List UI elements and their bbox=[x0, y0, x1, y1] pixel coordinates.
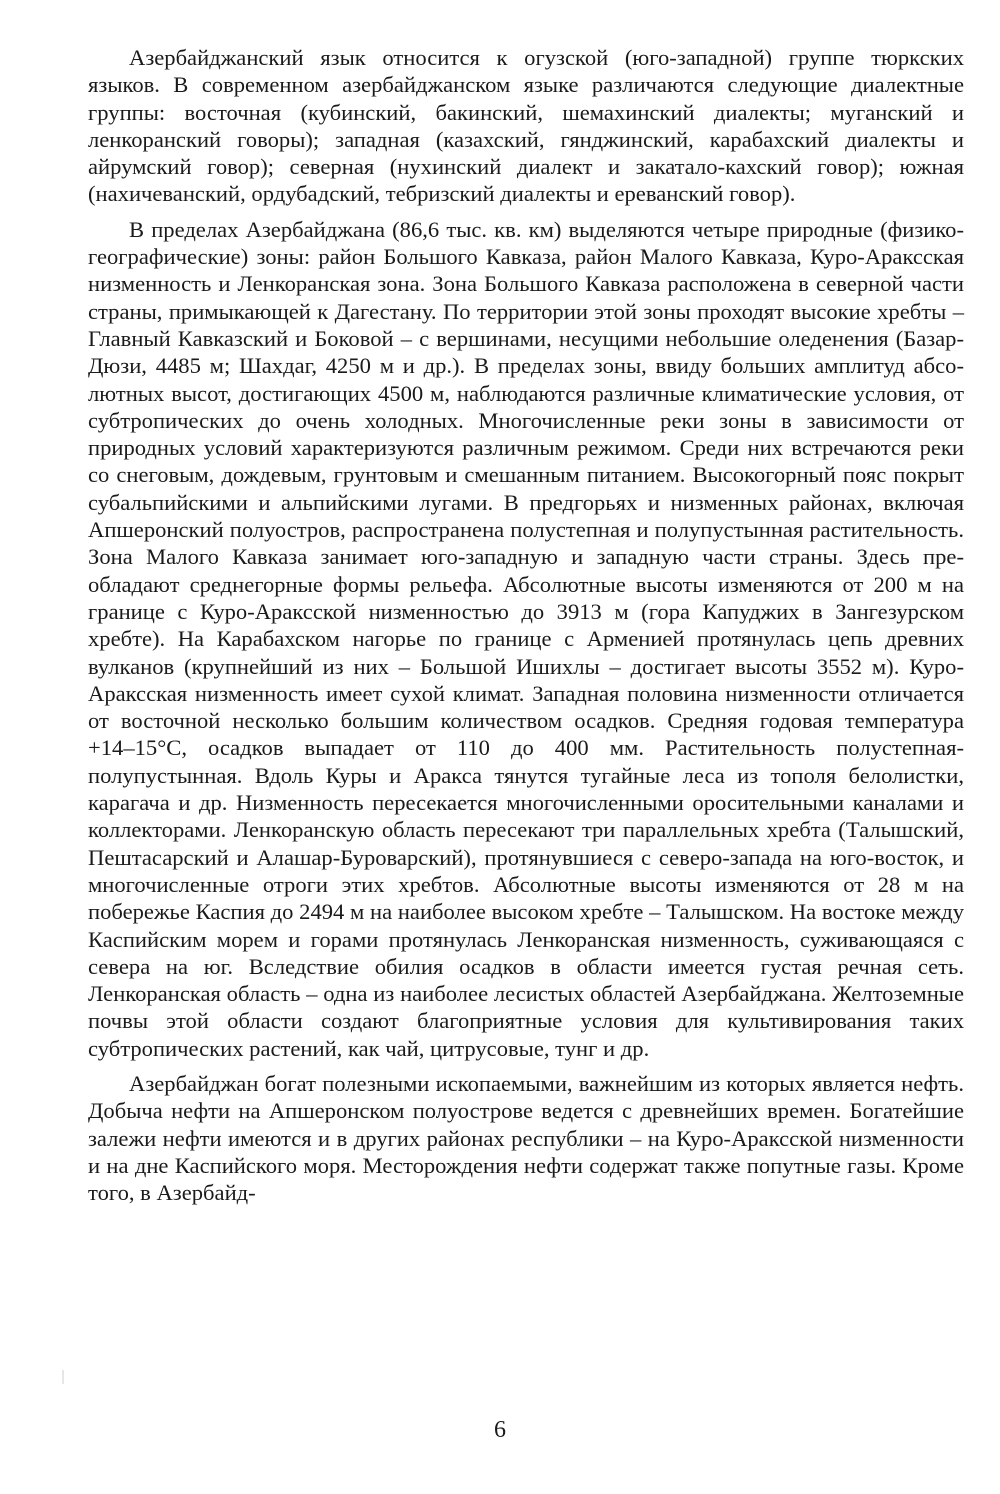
paragraph-mineral-resources: Азербайджан богат полезными ископаемыми, важнейшим из которых является нефть. Добыча нефти на Апшеронском полуострове ведется с древнейших времен. Богатейшие залежи нефти имеются и в других районах республики – на Куро-Араксской низменности и на дне Каспийского моря. Месторождения нефти содержат также попутные газы. Кроме того, в Азербайд- bbox=[88, 1070, 964, 1206]
page-number: 6 bbox=[494, 1417, 506, 1443]
page-body bbox=[88, 44, 964, 1214]
scan-mark bbox=[62, 1370, 64, 1384]
paragraph-natural-zones: В пределах Азербайджана (86,6 тыс. кв. км) выделяются четыре природные (физико-географические) зоны: район Большого Кавказа, район Малого Кавказа, Куро-Араксская низменность и Ленкоранская зона. Зона Большого Кавказа расположена в северной части страны, примыкающей к Дагестану. По территории этой зоны проходят высокие хребты – Главный Кавказский и Боковой – с вершинами, несущими небольшие оледенения (Базар-Дюзи, 4485 м; Шахдаг, 4250 м и др.). В пределах зоны, ввиду больших амплитуд абсолютных высот, достигающих 4500 м, наблюдаются различные климатические условия, от субтропических до очень холодных. Многочисленные реки зоны в зависимости от природных условий характеризуются различным режимом. Среди них встречаются реки со снеговым, дождевым, грунтовым и смешанным питанием. Высокогорный пояс покрыт субальпийскими и альпийскими лугами. В предгорьях и низменных районах, включая Апшеронский полуостров, распространена полустепная и полупустынная растительность. Зона Малого Кавказа занимает юго-западную и западную части страны. Здесь преобладают среднегорные формы рельефа. Абсолютные высоты изменяются от 200 м на границе с Куро-Араксской низменностью до 3913 м (гора Капуджих в Зангезурском хребте). На Карабахском нагорье по границе с Арменией протянулась цепь древних вулканов (крупнейший из них – Большой Ишихлы – достигает высоты 3552 м). Куро-Араксская низменность имеет сухой климат. Западная половина низменности отличается от восточной несколько большим количеством осадков. Средняя годовая температура +14–15°С, осадков выпадает от 110 до 400 мм. Растительность полустепная-полупустынная. Вдоль Куры и Аракса тянутся тугайные леса из тополя белолистки, карагача и др. Низменность пересекается многочисленными оросительными каналами и коллекторами. Ленкоранскую область пересекают три параллельных хребта (Талышский, Пештасарский и Алашар-Буроварский), протянувшиеся с северо-запада на юго-восток, и многочисленные отроги этих хребтов. Абсолютные высоты изменяются от 28 м на побережье Каспия до 2494 м на наиболее высоком хребте – Талышском. На востоке между Каспийским морем и горами протянулась Ленкоранская низменность, суживающаяся с севера на юг. Вследствие обилия осадков в области имеется густая речная сеть. Ленкоранская область – одна из наиболее лесистых областей Азербайджана. Желтоземные почвы этой области создают благоприятные условия для культивирования таких субтропических растений, как чай, цитрусовые, тунг и др. bbox=[88, 216, 964, 1061]
paragraph-azerbaijani-language: Азербайджанский язык относится к огузской (юго-западной) группе тюркских языков. В современном азербайджанском языке различаются следующие диалектные группы: восточная (кубинский, бакинский, шемахинский диалекты; муганский и ленкоранский говоры); западная (казахский, гянджинский, карабахский диалекты и айрумский говор); северная (нухинский диалект и закатало-кахский говор); южная (нахичеванский, ордубадский, тебризский диалекты и ереванский говор). bbox=[88, 45, 964, 207]
